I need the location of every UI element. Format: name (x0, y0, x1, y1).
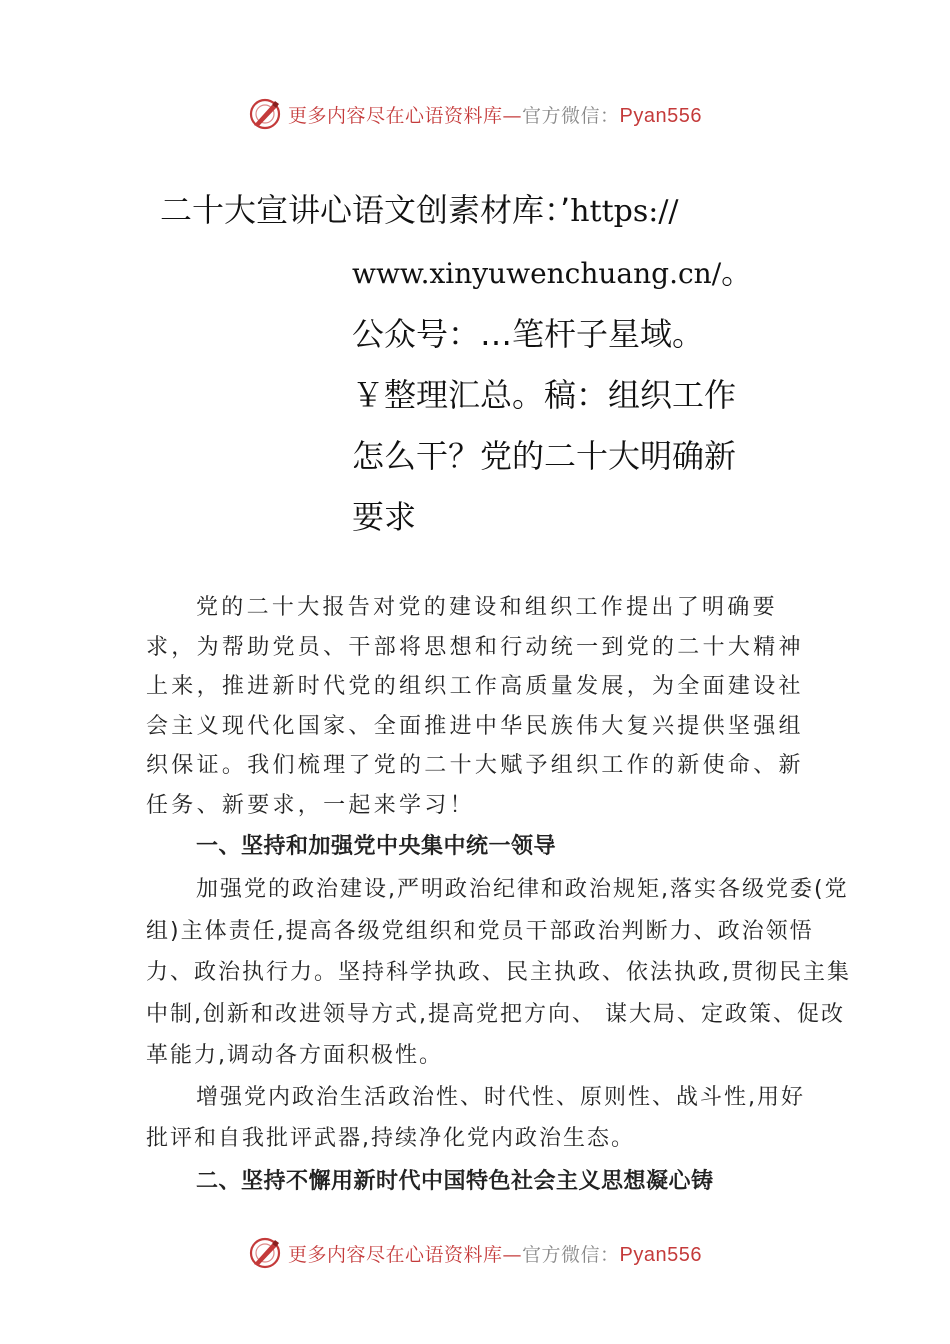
header-banner (0, 94, 950, 134)
pen-circle-icon (248, 1236, 282, 1270)
intro-paragraph: 党的二十大报告对党的建设和组织工作提出了明确要求，为帮助党员、干部将思想和行动统一到党的二十大精神上来，推进新时代党的组织工作高质量发展，为全面建设社会主义现代化国家、全面推进中华民族伟大复兴提供坚强组织保证。我们梳理了党的二十大赋予组织工作的新使命、新任务、新要求，一起来学习！ (146, 595, 804, 818)
banner-text (288, 101, 702, 128)
section-heading-1: 一、坚持和加强党中央集中统一领导 (196, 834, 557, 859)
footer-banner (0, 1233, 950, 1273)
title-line-5: 怎么干？党的二十大明确新 (352, 437, 737, 475)
title-line-3: 公众号：…笔杆子星域。 (352, 315, 705, 353)
banner-wechat-label: 官方微信： (522, 1243, 620, 1266)
section-heading-2: 二、坚持不懈用新时代中国特色社会主义思想凝心铸 (196, 1168, 714, 1194)
title-line-4: ￥整理汇总。稿：组织工作 (352, 376, 737, 414)
title-line-1 (150, 180, 800, 242)
document-body (146, 588, 856, 1204)
banner-wechat-label: 官方微信： (522, 104, 620, 127)
banner-slogan: 更多内容尽在心语资料库— (288, 1243, 523, 1266)
title-line-1-text: 二十大宣讲心语文创素材库：’ (160, 191, 571, 229)
banner-wechat-id: Pyan556 (619, 104, 702, 127)
pen-circle-icon (248, 97, 282, 131)
title-line-1-url: https:// (570, 194, 679, 229)
title-line-2-url: www.xinyuwenchuang.cn/ (352, 257, 722, 290)
banner-slogan: 更多内容尽在心语资料库— (288, 104, 523, 127)
section-1-paragraph-2: 增强党内政治生活政治性、时代性、原则性、战斗性,用好批评和自我批评武器,持续净化党内政治生态。 (146, 1084, 805, 1151)
title-line-2 (352, 242, 800, 304)
banner-text (288, 1240, 702, 1267)
section-1-paragraph-1: 加强党的政治建设,严明政治纪律和政治规矩,落实各级党委(党组)主体责任,提高各级党组织和党员干部政治判断力、政治领悟力、政治执行力。坚持科学执政、民主执政、依法执政,贯彻民主集中制,创新和改进领导方式,提高党把方向、 谋大局、定政策、促改革能力,调动各方面积极性。 (146, 877, 851, 1068)
title-line-2-end: 。 (721, 253, 754, 291)
document-title (150, 180, 800, 548)
banner-wechat-id: Pyan556 (619, 1243, 702, 1266)
title-line-6: 要求 (352, 498, 417, 536)
title-continuation (150, 242, 800, 548)
